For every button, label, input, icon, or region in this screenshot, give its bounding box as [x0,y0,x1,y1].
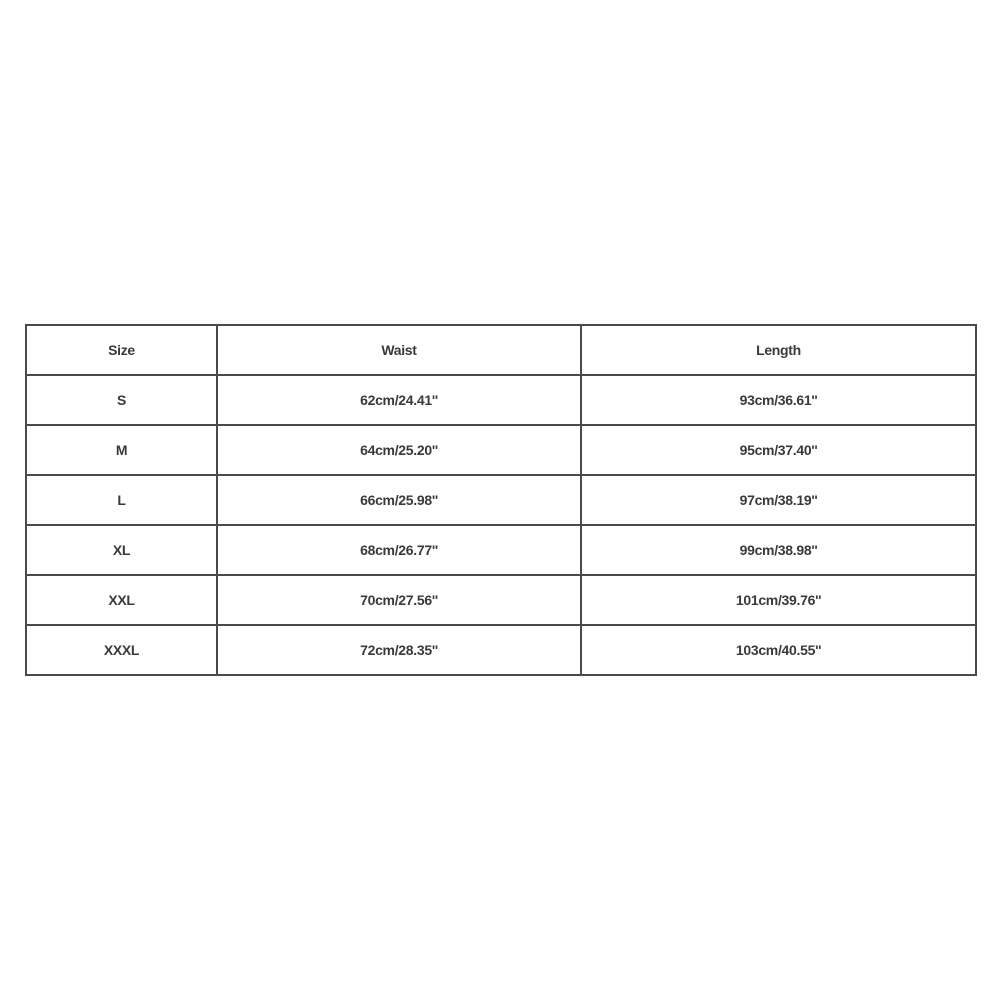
table-row [26,425,976,475]
waist-cell: 66cm/25.98'' [217,475,581,525]
size-cell: XXXL [26,625,217,675]
size-cell: M [26,425,217,475]
length-cell: 93cm/36.61'' [581,375,976,425]
length-cell: 99cm/38.98'' [581,525,976,575]
size-cell: XL [26,525,217,575]
column-header-waist: Waist [217,325,581,375]
length-cell: 95cm/37.40'' [581,425,976,475]
table-row [26,575,976,625]
header-row [26,325,976,375]
length-cell: 101cm/39.76'' [581,575,976,625]
waist-cell: 72cm/28.35'' [217,625,581,675]
waist-cell: 62cm/24.41'' [217,375,581,425]
waist-cell: 70cm/27.56'' [217,575,581,625]
length-cell: 103cm/40.55'' [581,625,976,675]
table-row [26,375,976,425]
column-header-length: Length [581,325,976,375]
table-row [26,475,976,525]
size-cell: S [26,375,217,425]
size-cell: XXL [26,575,217,625]
table-row [26,525,976,575]
size-chart-table [25,324,977,676]
size-cell: L [26,475,217,525]
column-header-size: Size [26,325,217,375]
length-cell: 97cm/38.19'' [581,475,976,525]
waist-cell: 64cm/25.20'' [217,425,581,475]
table-row [26,625,976,675]
waist-cell: 68cm/26.77'' [217,525,581,575]
